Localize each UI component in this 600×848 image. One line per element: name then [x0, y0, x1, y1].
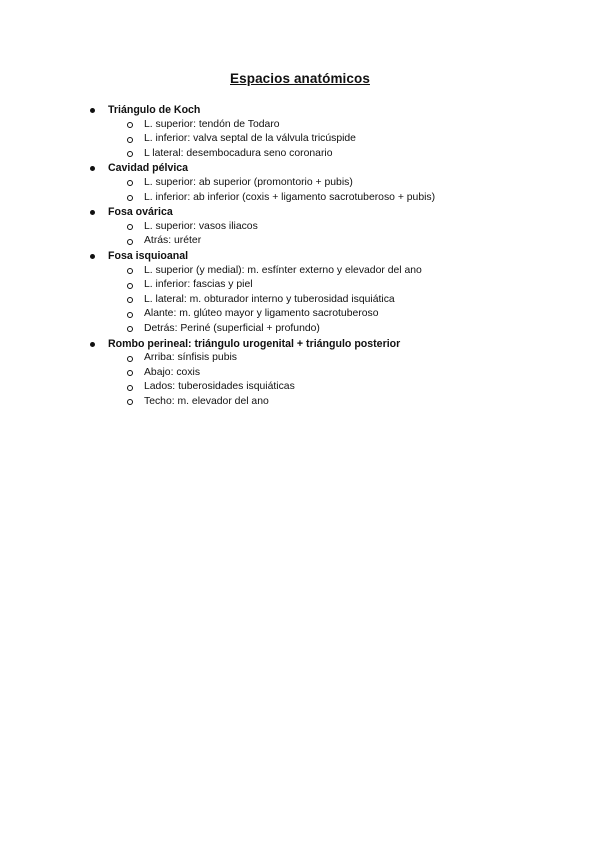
list-item [90, 234, 570, 249]
list-item [90, 351, 570, 366]
list-item-text: L. superior: vasos iliacos [144, 220, 258, 232]
hollow-bullet-icon [127, 283, 133, 289]
list-item [90, 191, 570, 206]
outline-list [90, 103, 570, 409]
list-item [90, 264, 570, 279]
hollow-bullet-icon [127, 385, 133, 391]
list-item-text: L. lateral: m. obturador interno y tuberosidad isquiática [144, 293, 395, 305]
list-item [90, 118, 570, 133]
list-item-text: Techo: m. elevador del ano [144, 395, 269, 407]
list-item-text: Atrás: uréter [144, 235, 202, 247]
hollow-bullet-icon [127, 399, 133, 405]
list-item [90, 176, 570, 191]
list-item [90, 322, 570, 337]
hollow-bullet-icon [127, 180, 133, 186]
list-item [90, 220, 570, 235]
filled-bullet-icon [90, 166, 95, 171]
filled-bullet-icon [90, 254, 95, 259]
section-heading-text: Cavidad pélvica [108, 162, 189, 175]
section-fosa-isquioanal [90, 249, 570, 337]
section-heading [90, 103, 570, 118]
section-heading-text: Fosa isquioanal [108, 249, 189, 262]
hollow-bullet-icon [127, 297, 133, 303]
list-item-text: L. inferior: ab inferior (coxis + ligamento sacrotuberoso + pubis) [144, 191, 436, 203]
list-item [90, 132, 570, 147]
list-item-text: Alante: m. glúteo mayor y ligamento sacrotuberoso [144, 308, 379, 320]
list-item-text: Arriba: sínfisis pubis [144, 352, 237, 364]
list-item [90, 366, 570, 381]
list-item-text: L lateral: desembocadura seno coronario [144, 147, 333, 159]
sub-list [90, 351, 570, 409]
section-triangulo-koch [90, 103, 570, 161]
list-item-text: L. superior (y medial): m. esfínter externo y elevador del ano [144, 264, 422, 276]
list-item-text: Detrás: Periné (superficial + profundo) [144, 322, 320, 334]
section-rombo-perineal [90, 337, 570, 410]
list-item [90, 147, 570, 162]
section-fosa-ovarica [90, 205, 570, 249]
section-cavidad-pelvica [90, 161, 570, 205]
filled-bullet-icon [90, 108, 95, 113]
list-item [90, 307, 570, 322]
list-item [90, 395, 570, 410]
filled-bullet-icon [90, 210, 95, 215]
section-heading-text: Rombo perineal: triángulo urogenital + triángulo posterior [108, 337, 401, 350]
hollow-bullet-icon [127, 151, 133, 157]
sub-list [90, 220, 570, 249]
page-title: Espacios anatómicos [230, 71, 370, 86]
list-item-text: L. inferior: valva septal de la válvula tricúspide [144, 133, 356, 145]
list-item-text: L. inferior: fascias y piel [144, 279, 253, 291]
hollow-bullet-icon [127, 312, 133, 318]
section-heading [90, 205, 570, 220]
list-item [90, 293, 570, 308]
hollow-bullet-icon [127, 326, 133, 332]
hollow-bullet-icon [127, 239, 133, 245]
hollow-bullet-icon [127, 356, 133, 362]
hollow-bullet-icon [127, 122, 133, 128]
list-item-text: Abajo: coxis [144, 366, 201, 378]
list-item [90, 278, 570, 293]
hollow-bullet-icon [127, 370, 133, 376]
list-item-text: Lados: tuberosidades isquiáticas [144, 381, 295, 393]
filled-bullet-icon [90, 342, 95, 347]
section-heading [90, 249, 570, 264]
list-item [90, 380, 570, 395]
section-heading-text: Fosa ovárica [108, 206, 173, 219]
section-heading [90, 337, 570, 352]
sub-list [90, 264, 570, 337]
hollow-bullet-icon [127, 195, 133, 201]
hollow-bullet-icon [127, 137, 133, 143]
section-heading [90, 161, 570, 176]
list-item-text: L. superior: ab superior (promontorio + pubis) [144, 176, 353, 188]
section-heading-text: Triángulo de Koch [108, 104, 201, 116]
sub-list [90, 118, 570, 162]
list-item-text: L. superior: tendón de Todaro [144, 118, 280, 130]
hollow-bullet-icon [127, 224, 133, 230]
sub-list [90, 176, 570, 205]
hollow-bullet-icon [127, 268, 133, 274]
